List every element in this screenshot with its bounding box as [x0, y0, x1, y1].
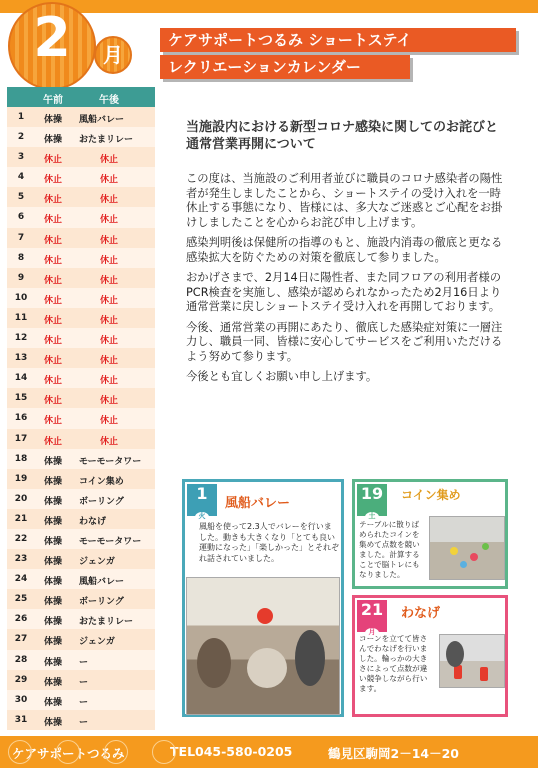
- calendar-am-activity: 体操: [43, 516, 62, 527]
- calendar-day: 16: [14, 413, 28, 424]
- calendar-row: [7, 529, 155, 549]
- calendar-day: 4: [17, 172, 25, 183]
- column-am: 午前: [43, 95, 63, 106]
- activity-card-balloon: [182, 479, 344, 717]
- calendar-table: [7, 107, 155, 730]
- month-number: 2: [33, 6, 71, 69]
- calendar-day: 22: [14, 533, 28, 544]
- calendar-day: 19: [14, 473, 28, 484]
- calendar-row: [7, 710, 155, 730]
- calendar-row: [7, 268, 155, 288]
- notice-paragraph: 今後とも宜しくお願い申し上げます。: [186, 370, 378, 383]
- calendar-day: 24: [14, 574, 28, 585]
- calendar-am-activity: 体操: [43, 115, 62, 125]
- calendar-pm-activity: 休止: [99, 336, 118, 347]
- card-text: 風船を使って2.3人でバレーを行いました。動きも大きくなり「とても良い運動になった」「楽しかった」とそれぞれ話されていました。: [199, 522, 339, 563]
- calendar-am-activity: 体操: [43, 577, 62, 588]
- day-of-week: 月: [365, 628, 379, 638]
- calendar-day: 5: [17, 192, 25, 203]
- calendar-am-activity: 体操: [43, 657, 62, 668]
- notice-paragraph: この度は、当施設のご利用者並びに職員のコロナ感染者の陽性者が発生しましたことから、ショートステイの受け入れを一時休止する事態になり、皆様には、多大なご迷惑とご心配をお掛けしましたことを心からお詫び申し上げます。: [186, 172, 503, 229]
- calendar-row: [7, 449, 155, 469]
- calendar-day: 14: [14, 373, 28, 384]
- calendar-row: [7, 469, 155, 489]
- calendar-am-activity: 休止: [43, 155, 62, 166]
- calendar-am-activity: 休止: [43, 215, 62, 226]
- calendar-am-activity: 体操: [43, 476, 62, 487]
- calendar-day: 17: [14, 433, 28, 444]
- calendar-am-activity: 休止: [43, 275, 62, 286]
- activity-card-coin: [352, 479, 508, 589]
- calendar-am-activity: 体操: [43, 135, 62, 146]
- calendar-day: 3: [17, 152, 25, 163]
- calendar-am-activity: 休止: [43, 376, 62, 387]
- date-badge: [187, 484, 217, 520]
- calendar-day: 30: [14, 694, 28, 705]
- activity-card-ring-toss: [352, 595, 508, 717]
- calendar-pm-activity: 休止: [99, 215, 118, 226]
- notice-paragraph: 今後、通常営業の再開にあたり、徹底した感染症対策に一層注力し、職員一同、皆様に安心してサービスをご利用いただけるよう努めて参ります。: [186, 320, 503, 363]
- calendar-row: [7, 348, 155, 368]
- date-number: 21: [360, 600, 384, 619]
- calendar-am-activity: 休止: [43, 315, 62, 326]
- title-line-1: ケアサポートつるみ ショートステイ: [160, 28, 516, 52]
- calendar-row: [7, 248, 155, 268]
- calendar-am-activity: 体操: [43, 637, 62, 648]
- card-text: テーブルに散りばめられたコインを集めて点数を競いました。計算することで脳トレにもなりました。: [359, 520, 420, 579]
- balloon-volleyball-photo: [186, 577, 340, 715]
- calendar-pm-activity: 休止: [99, 436, 118, 447]
- calendar-pm-activity: おたまリレー: [79, 617, 134, 628]
- card-text: コーンを立てて皆さんでわなげを行いました。輪っかの大きさによって点数が違い競争しながら行います。: [359, 634, 428, 693]
- calendar-day: 10: [14, 292, 28, 303]
- calendar-am-activity: 体操: [43, 717, 62, 728]
- calendar-day: 28: [14, 654, 28, 665]
- coin-collecting-photo: [429, 516, 505, 580]
- calendar-pm-activity: ボーリング: [79, 597, 124, 608]
- calendar-pm-activity: ジェンガ: [79, 557, 115, 568]
- calendar-pm-activity: 休止: [99, 255, 118, 266]
- calendar-am-activity: 体操: [43, 536, 62, 547]
- calendar-row: [7, 107, 155, 127]
- calendar-pm-activity: ー: [79, 717, 89, 728]
- calendar-day: 7: [17, 232, 25, 243]
- calendar-row: [7, 368, 155, 388]
- calendar-pm-activity: 休止: [99, 416, 118, 427]
- notice-paragraph: おかげさまで、2月14日に陽性者、また同フロアの利用者様のPCR検査を実施し、感染が認められなかったため2月16日より通常営業に戻しショートステイ受け入れを再開しております。: [186, 271, 502, 313]
- calendar-am-activity: 休止: [43, 356, 62, 367]
- footer-facility-name: ケアサポートつるみ: [12, 746, 125, 761]
- title-line-2: レクリエーションカレンダー: [160, 55, 410, 79]
- calendar-am-activity: 休止: [43, 416, 62, 427]
- calendar-am-activity: 体操: [43, 456, 62, 467]
- calendar-pm-activity: 休止: [99, 275, 118, 286]
- calendar-row: [7, 388, 155, 408]
- calendar-pm-activity: 休止: [99, 396, 118, 407]
- footer-address: 鶴見区駒岡2－14－20: [328, 746, 459, 761]
- calendar-header: [7, 87, 155, 107]
- calendar-am-activity: 体操: [43, 597, 62, 608]
- calendar-day: 12: [14, 333, 28, 344]
- calendar-pm-activity: ジェンガ: [79, 637, 115, 648]
- calendar-row: [7, 228, 155, 248]
- calendar-pm-activity: ボーリング: [79, 496, 124, 507]
- calendar-day: 11: [14, 312, 28, 323]
- date-number: 19: [360, 484, 384, 503]
- calendar-day: 20: [14, 493, 28, 504]
- card-title: コイン集め: [401, 488, 461, 502]
- calendar-am-activity: 休止: [43, 396, 62, 407]
- calendar-row: [7, 609, 155, 629]
- footer-phone: TEL045-580-0205: [170, 744, 293, 759]
- date-badge: [357, 484, 387, 520]
- calendar-am-activity: 体操: [43, 496, 62, 507]
- calendar-day: 6: [17, 212, 25, 223]
- date-number: 1: [196, 484, 208, 503]
- notice-paragraph: 感染判明後は保健所の指導のもと、施設内消毒の徹底と更なる感染拡大を防ぐための対策を徹底して参りました。: [186, 236, 503, 264]
- calendar-am-activity: 体操: [43, 697, 62, 708]
- calendar-row: [7, 308, 155, 328]
- calendar-pm-activity: ー: [79, 657, 89, 668]
- calendar-am-activity: 休止: [43, 295, 62, 306]
- calendar-row: [7, 127, 155, 147]
- ring-toss-photo: [439, 634, 505, 688]
- calendar-day: 9: [17, 272, 25, 283]
- calendar-day: 13: [14, 353, 28, 364]
- column-pm: 午後: [99, 95, 119, 106]
- calendar-row: [7, 589, 155, 609]
- calendar-day: 8: [17, 252, 25, 263]
- calendar-am-activity: 休止: [43, 255, 62, 266]
- calendar-pm-activity: 休止: [99, 155, 118, 166]
- calendar-day: 27: [14, 634, 28, 645]
- calendar-row: [7, 509, 155, 529]
- calendar-day: 23: [14, 554, 28, 565]
- calendar-row: [7, 670, 155, 690]
- calendar-row: [7, 167, 155, 187]
- month-unit-badge: 月: [94, 36, 132, 74]
- calendar-pm-activity: 休止: [99, 195, 118, 206]
- notice-title: 当施設内における新型コロナ感染に関してのお詫びと通常営業再開について: [186, 120, 499, 152]
- calendar-row: [7, 690, 155, 710]
- calendar-pm-activity: 休止: [99, 235, 118, 246]
- calendar-am-activity: 体操: [43, 557, 62, 568]
- calendar-am-activity: 体操: [43, 677, 62, 688]
- calendar-row: [7, 187, 155, 207]
- calendar-pm-activity: コイン集め: [79, 476, 124, 487]
- day-of-week: 土: [365, 512, 379, 522]
- calendar-pm-activity: 休止: [99, 356, 118, 367]
- calendar-row: [7, 650, 155, 670]
- calendar-pm-activity: わなげ: [79, 516, 107, 527]
- notice-body: [186, 172, 504, 391]
- calendar-row: [7, 288, 155, 308]
- card-title: わなげ: [401, 606, 441, 621]
- calendar-pm-activity: 休止: [99, 376, 118, 387]
- calendar-row: [7, 328, 155, 348]
- calendar-row: [7, 489, 155, 509]
- calendar-am-activity: 休止: [43, 436, 62, 447]
- calendar-day: 26: [14, 614, 28, 625]
- day-of-week: 火: [195, 512, 209, 522]
- calendar-day: 25: [14, 594, 28, 605]
- calendar-pm-activity: ー: [79, 697, 89, 708]
- calendar-day: 18: [14, 453, 28, 464]
- calendar-day: 31: [14, 714, 28, 725]
- calendar-day: 29: [14, 674, 28, 685]
- card-title: 風船バレー: [225, 496, 291, 511]
- calendar-pm-activity: 休止: [99, 295, 118, 306]
- calendar-pm-activity: 休止: [99, 315, 118, 326]
- calendar-am-activity: 休止: [43, 195, 62, 206]
- calendar-pm-activity: モーモータワー: [79, 536, 142, 547]
- calendar-pm-activity: 風船バレー: [79, 577, 125, 588]
- calendar-day: 15: [14, 393, 28, 404]
- calendar-row: [7, 549, 155, 569]
- calendar-pm-activity: おたまリレー: [79, 135, 134, 146]
- calendar-row: [7, 207, 155, 227]
- calendar-pm-activity: ー: [79, 677, 89, 688]
- calendar-day: 2: [17, 132, 25, 143]
- calendar-day: 1: [17, 112, 25, 122]
- calendar-pm-activity: 休止: [99, 175, 118, 186]
- calendar-pm-activity: モーモータワー: [79, 456, 142, 467]
- calendar-am-activity: 休止: [43, 175, 62, 186]
- calendar-am-activity: 休止: [43, 336, 62, 347]
- calendar-row: [7, 629, 155, 649]
- calendar-am-activity: 休止: [43, 235, 62, 246]
- calendar-row: [7, 147, 155, 167]
- calendar-am-activity: 体操: [43, 617, 62, 628]
- date-badge: [357, 600, 387, 636]
- calendar-row: [7, 408, 155, 428]
- calendar-row: [7, 569, 155, 589]
- calendar-row: [7, 429, 155, 449]
- footer-bar: [0, 736, 538, 768]
- calendar-pm-activity: 風船バレー: [79, 115, 125, 125]
- calendar-day: 21: [14, 513, 28, 524]
